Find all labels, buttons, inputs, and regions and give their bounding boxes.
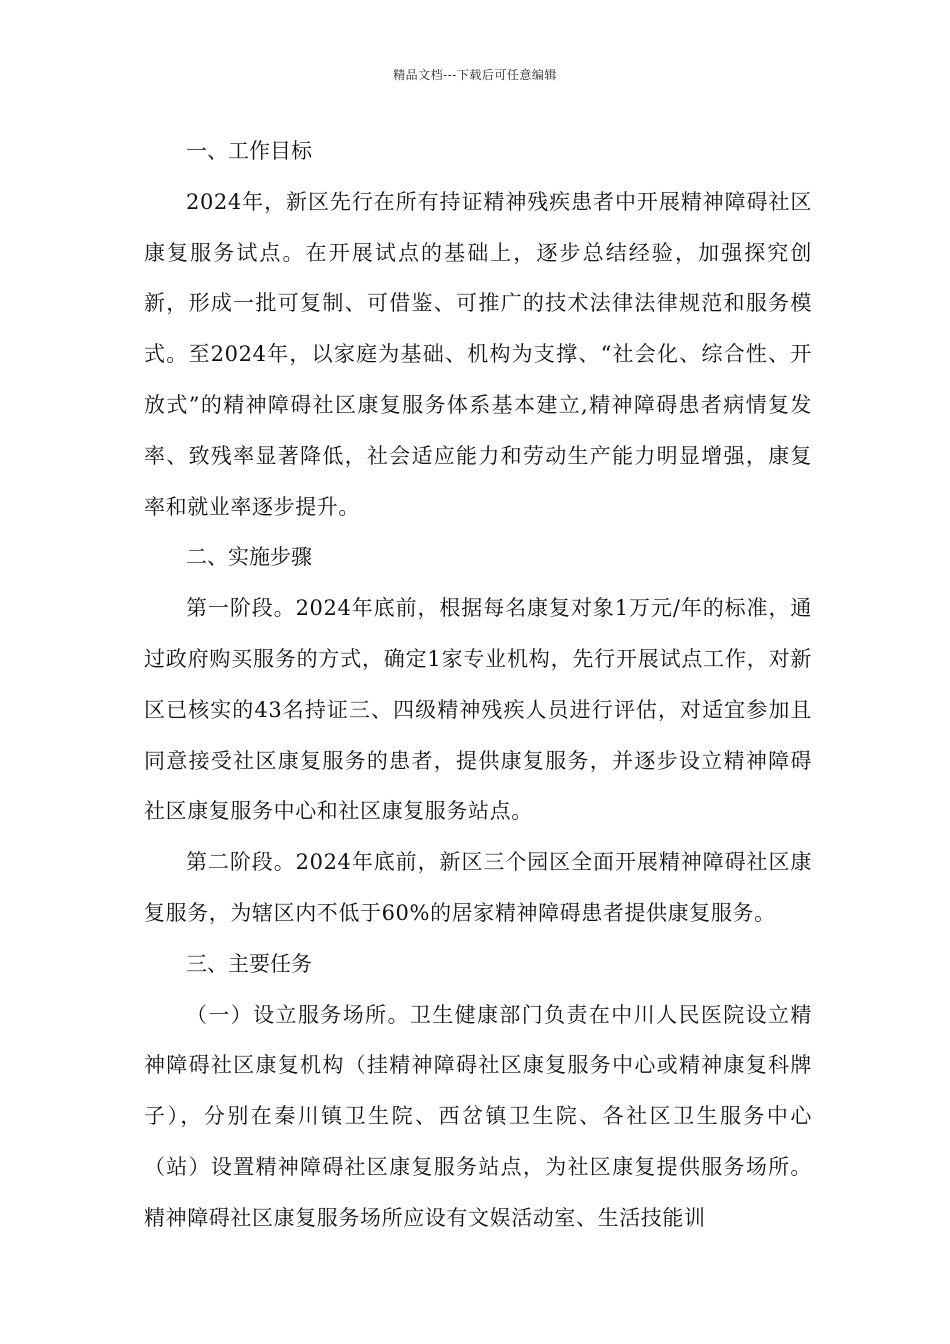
paragraph-service-venues: （一）设立服务场所。卫生健康部门负责在中川人民医院设立精神障碍社区康复机构（挂精神障碍社区康复服务中心或精神康复科牌子），分别在秦川镇卫生院、西岔镇卫生院、各社区卫生服务中心（站）设置精神障碍社区康复服务站点，为社区康复提供服务场所。精神障碍社区康复服务场所应设有文娱活动室、生活技能训 [144, 1002, 812, 1230]
paragraph-work-goals: 2024年，新区先行在所有持证精神残疾患者中开展精神障碍社区康复服务试点。在开展试点的基础上，逐步总结经验，加强探究创新，形成一批可复制、可借鉴、可推广的技术法律法律规范和服务模式。至2024年，以家庭为基础、机构为支撑、“社会化、综合性、开放式”的精神障碍社区康复服务体系基本建立,精神障碍患者病情复发率、致残率显著降低，社会适应能力和劳动生产能力明显增强，康复率和就业率逐步提升。 [144, 189, 812, 519]
section-heading-main-tasks: 三、主要任务 [186, 951, 312, 976]
paragraph-phase-two: 第二阶段。2024年底前，新区三个园区全面开展精神障碍社区康复服务，为辖区内不低于60%的居家精神障碍患者提供康复服务。 [144, 850, 812, 925]
paragraph-phase-one: 第一阶段。2024年底前，根据每名康复对象1万元/年的标准，通过政府购买服务的方式，确定1家专业机构，先行开展试点工作，对新区已核实的43名持证三、四级精神残疾人员进行评估，对适宜参加且同意接受社区康复服务的患者，提供康复服务，并逐步设立精神障碍社区康复服务中心和社区康复服务站点。 [144, 596, 812, 824]
section-heading-work-goals: 一、工作目标 [186, 139, 312, 163]
section-heading-implementation-steps: 二、实施步骤 [186, 545, 312, 570]
document-body [144, 126, 812, 1244]
page-header: 精品文档---下载后可任意编辑 [393, 68, 557, 82]
